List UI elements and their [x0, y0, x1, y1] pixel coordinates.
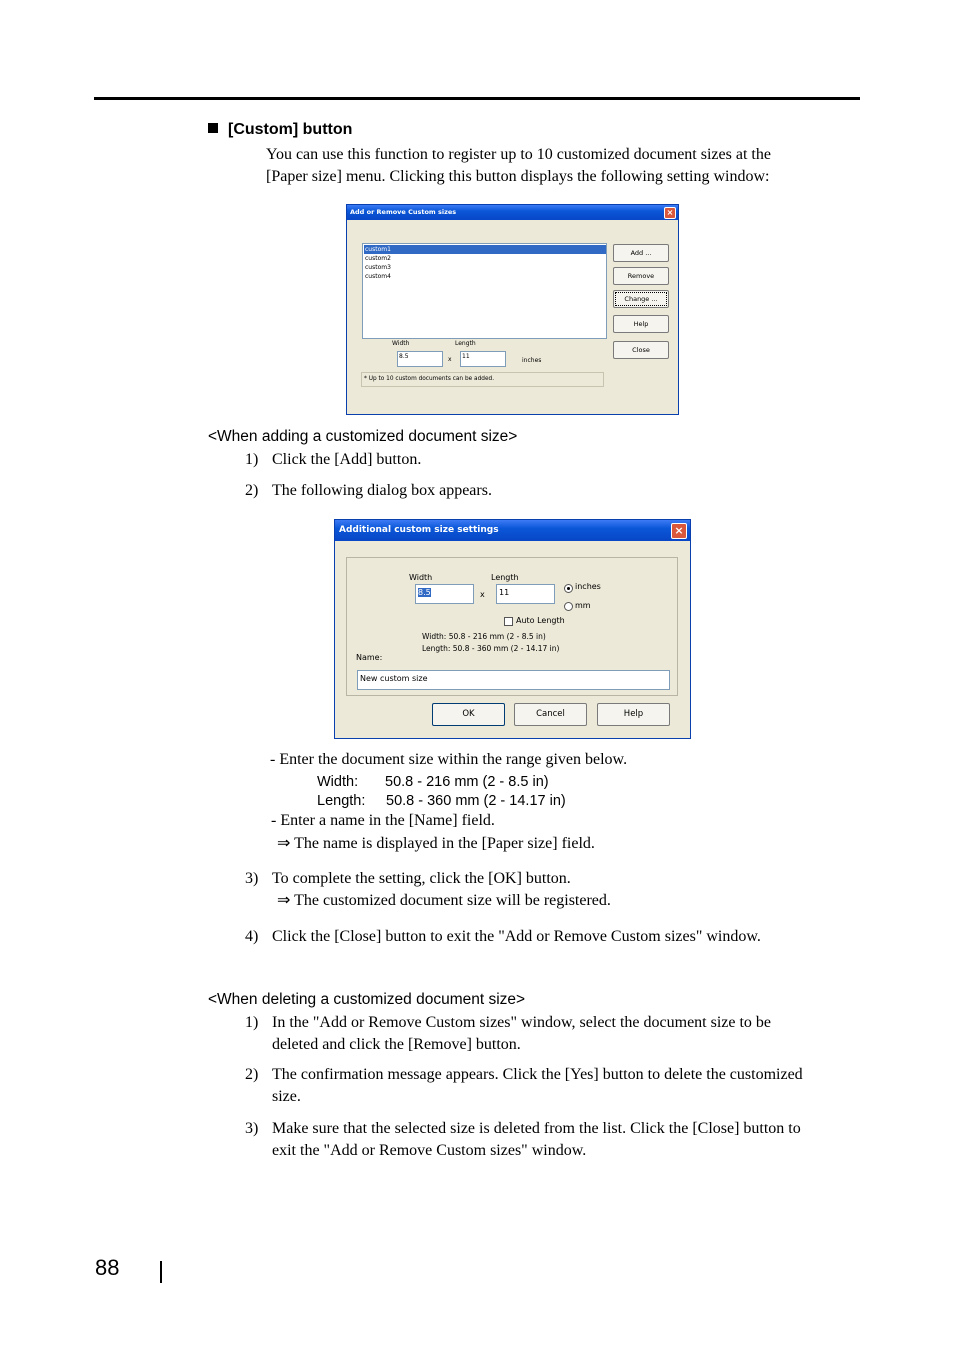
list-item[interactable]: custom2: [365, 255, 391, 262]
section-title: [Custom] button: [208, 121, 352, 139]
length-input[interactable]: 11: [460, 351, 506, 367]
close-icon[interactable]: ×: [671, 523, 687, 539]
window-title: Add or Remove Custom sizes: [350, 208, 457, 216]
window-titlebar: [335, 520, 690, 541]
length-range-value: 50.8 - 360 mm (2 - 14.17 in): [386, 793, 566, 809]
range-intro: - Enter the document size within the range given below.: [270, 751, 628, 768]
square-bullet-icon: [208, 123, 218, 133]
inches-radio[interactable]: [564, 584, 573, 593]
ok-button[interactable]: OK: [432, 703, 505, 726]
help-button[interactable]: Help: [597, 703, 670, 726]
add-button[interactable]: Add ...: [613, 244, 669, 262]
width-range-label: Width:: [317, 774, 359, 790]
length-input[interactable]: 11: [496, 584, 555, 604]
step-3-result: ⇒ The customized document size will be registered.: [277, 892, 611, 909]
intro-line-2: [Paper size] menu. Clicking this button displays the following setting window:: [266, 168, 770, 185]
radio-dot-icon: [567, 587, 570, 590]
list-item[interactable]: custom3: [365, 264, 391, 271]
name-intro: - Enter a name in the [Name] field.: [271, 812, 495, 829]
width-input[interactable]: 8.5: [415, 584, 474, 604]
length-label: Length: [455, 340, 476, 347]
change-button[interactable]: Change ...: [613, 290, 669, 308]
times-sign: x: [448, 356, 452, 363]
auto-length-checkbox[interactable]: [504, 617, 513, 626]
mm-radio[interactable]: [564, 602, 573, 611]
times-sign: x: [480, 590, 485, 599]
width-label: Width: [392, 340, 410, 347]
footer-divider: [160, 1261, 162, 1283]
deleting-heading: <When deleting a customized document size>: [208, 991, 526, 1008]
width-range-text: Width: 50.8 - 216 mm (2 - 8.5 in): [422, 632, 546, 641]
custom-size-list[interactable]: [362, 243, 607, 339]
auto-length-label: Auto Length: [516, 616, 565, 625]
list-item[interactable]: custom4: [365, 273, 391, 280]
width-range-value: 50.8 - 216 mm (2 - 8.5 in): [385, 774, 549, 790]
remove-button[interactable]: Remove: [613, 267, 669, 285]
name-label: Name:: [356, 653, 383, 662]
mm-label: mm: [575, 601, 591, 610]
header-rule: [94, 97, 860, 100]
additional-custom-size-window: [334, 519, 691, 739]
inches-label: inches: [575, 582, 601, 591]
name-input[interactable]: New custom size: [357, 670, 670, 690]
width-input[interactable]: 8.5: [397, 351, 443, 367]
page-number: 88: [95, 1255, 120, 1280]
length-range-label: Length:: [317, 793, 366, 809]
adding-heading: <When adding a customized document size>: [208, 428, 518, 445]
add-remove-custom-sizes-window: [346, 204, 679, 415]
unit-label: inches: [522, 357, 542, 364]
list-item[interactable]: custom1: [364, 245, 606, 254]
length-range-text: Length: 50.8 - 360 mm (2 - 14.17 in): [422, 644, 560, 653]
length-label: Length: [491, 573, 519, 582]
cancel-button[interactable]: Cancel: [514, 703, 587, 726]
note-text: * Up to 10 custom documents can be added.: [361, 372, 604, 387]
close-button[interactable]: Close: [613, 341, 669, 359]
name-result: ⇒ The name is displayed in the [Paper size] field.: [277, 835, 595, 852]
window-title: Additional custom size settings: [339, 525, 499, 535]
close-icon[interactable]: ×: [664, 207, 676, 219]
window-titlebar: [347, 205, 678, 220]
intro-line-1: You can use this function to register up to 10 customized document sizes at the: [266, 146, 771, 163]
width-label: Width: [409, 573, 433, 582]
help-button[interactable]: Help: [613, 315, 669, 333]
